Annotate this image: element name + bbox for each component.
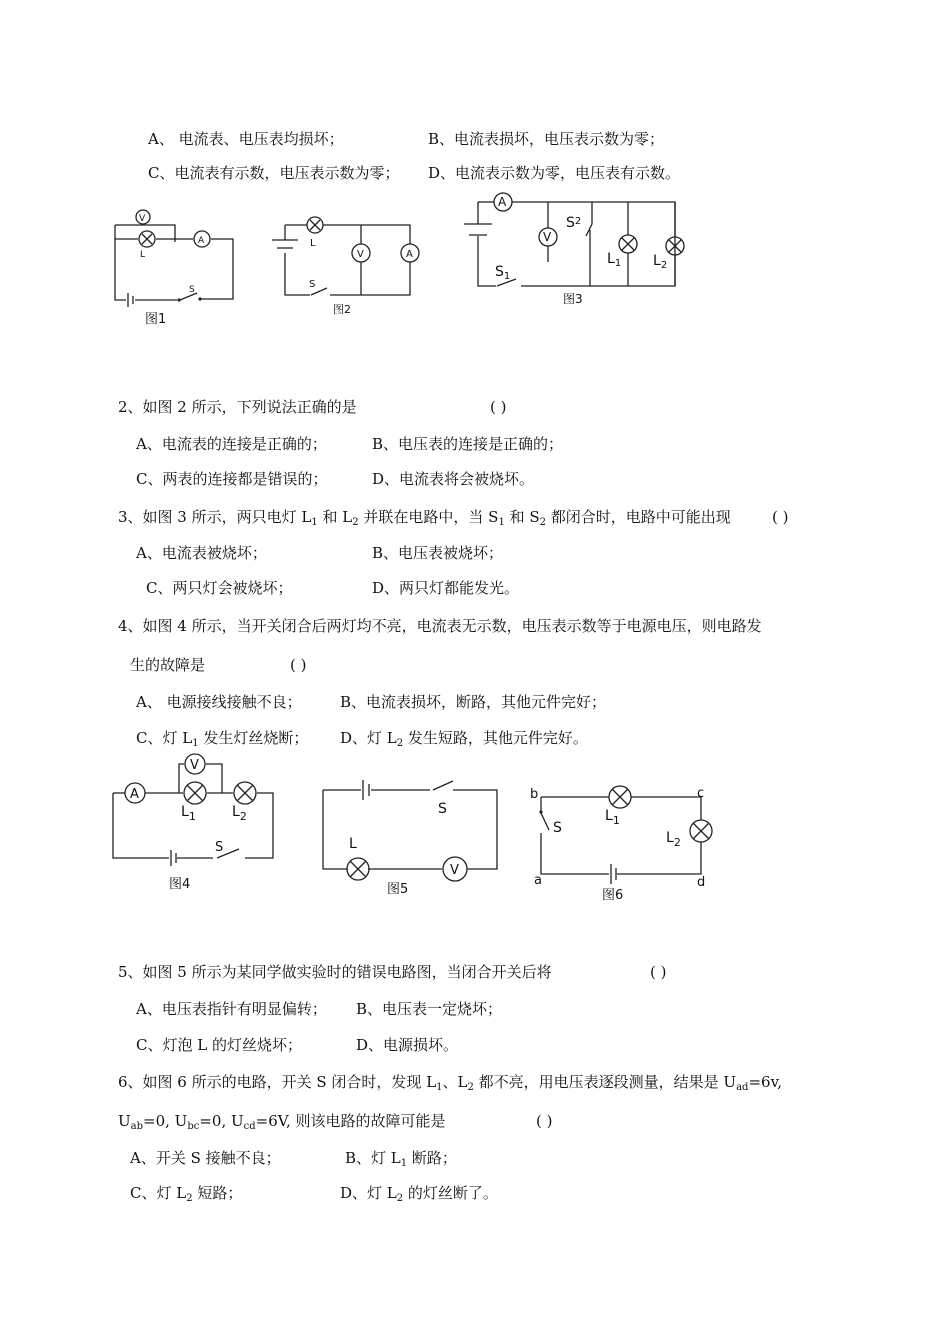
q3-option-a: A、电流表被烧坏； [136,544,267,562]
fig2-lamp-label: L [310,238,316,249]
q2-option-d: D、电流表将会被烧坏。 [372,470,535,488]
fig1-switch-label: S [189,285,195,295]
q3-option-c: C、两只灯会被烧坏； [146,579,293,597]
q2-answer-paren: ( ) [490,398,507,416]
fig6-caption: 图6 [602,888,624,903]
fig4-ammeter-label: A [130,787,139,802]
fig2-caption: 图2 [333,303,351,316]
fig3-ammeter-label: A [498,195,507,209]
fig6-node-a: a [534,873,542,888]
fig3-caption: 图3 [563,292,583,306]
fig5-switch-label: S [438,801,447,817]
q5-option-a: A、电压表指针有明显偏转； [136,1000,327,1018]
q2-option-c: C、两表的连接都是错误的； [136,470,328,488]
q4-option-a: A、 电源接线接触不良； [136,693,302,711]
q4-stem: 4、如图 4 所示，当开关闭合后两灯均不亮，电流表无示数，电压表示数等于电源电压，则电路发 [118,617,762,635]
fig5-caption: 图5 [387,882,409,897]
q3-option-d: D、两只灯都能发光。 [372,579,520,597]
circuit-figure-5 [315,775,510,900]
fig1-ammeter-label: A [198,236,205,246]
q4-option-d: D、灯 $L_2$ 发生短路，其他元件完好。 [340,729,588,749]
q6-stem-measurements: $U_{ab}=0$, $U_{bc}=0$, $U_{cd}=6V$, 则该电路的故障可能是 [118,1112,446,1132]
fig6-l1-label: $L_1$ [605,808,620,827]
circuit-figure-6 [525,780,725,905]
q5-answer-paren: ( ) [650,963,667,981]
fig3-s1-label: $S_1$ [495,264,511,282]
circuit-figure-4 [105,750,285,900]
q5-option-d: D、电源损坏。 [356,1036,459,1054]
q4-answer-paren: ( ) [290,656,307,674]
q5-option-b: B、电压表一定烧坏； [356,1000,503,1018]
q2-option-b: B、电压表的连接是正确的； [372,435,564,453]
q4-option-c: C、灯 $L_1$ 发生灯丝烧断； [136,729,309,749]
fig6-l2-label: $L_2$ [666,830,681,849]
q1-option-d: D、电流表示数为零，电压表有示数。 [428,164,681,182]
q6-option-c: C、灯 $L_2$ 短路； [130,1184,243,1204]
fig2-switch-label: S [309,279,316,290]
q5-option-c: C、灯泡 L 的灯丝烧坏； [136,1036,302,1054]
fig4-switch-label: S [215,840,224,855]
q3-option-b: B、电压表被烧坏； [372,544,504,562]
q4-option-b: B、电流表损坏，断路，其他元件完好； [340,693,607,711]
fig4-l1-label: $L_1$ [181,804,196,823]
fig4-voltmeter-label: V [190,758,199,773]
fig6-node-d: d [697,875,706,890]
q1-option-c: C、电流表有示数，电压表示数为零； [148,164,400,182]
q6-answer-paren: ( ) [536,1112,553,1130]
q4-stem-continued: 生的故障是 [130,656,206,674]
fig3-l1-label: $L_1$ [607,251,622,269]
q5-stem: 5、如图 5 所示为某同学做实验时的错误电路图，当闭合开关后将 [118,963,552,981]
circuit-figure-1 [105,205,245,325]
fig5-lamp-label: L [349,836,357,852]
fig1-lamp-label: L [140,250,146,260]
fig2-voltmeter-label: V [357,249,364,260]
fig3-voltmeter-label: V [543,230,552,244]
fig2-ammeter-label: A [406,249,413,260]
fig3-l2-label: $L_2$ [653,253,668,271]
q6-option-d: D、灯 $L_2$ 的灯丝断了。 [340,1184,498,1204]
fig4-caption: 图4 [169,877,191,892]
fig4-l2-label: $L_2$ [232,804,247,823]
q1-option-a: A、 电流表、电压表均损坏； [148,130,344,148]
q6-stem: 6、如图 6 所示的电路，开关 S 闭合时，发现 $L_1$、$L_2$ 都不亮，用电压表逐段测量，结果是 $U_{ad}=6v$, [118,1073,783,1093]
circuit-figure-2 [265,210,425,320]
fig6-node-c: c [697,786,705,801]
q2-stem: 2、如图 2 所示，下列说法正确的是 [118,398,357,416]
q6-option-a: A、开关 S 接触不良； [130,1149,281,1167]
fig6-switch-label: S [553,820,562,836]
q6-option-b: B、灯 $L_1$ 断路； [345,1149,457,1169]
fig5-voltmeter-label: V [450,863,459,878]
q1-option-b: B、电流表损坏，电压表示数为零； [428,130,665,148]
q3-stem: 3、如图 3 所示，两只电灯 $L_1$ 和 $L_2$ 并联在电路中，当 $S_1$ 和 $S_2$ 都闭合时，电路中可能出现 [118,508,731,528]
fig3-s2-label: $S^2$ [566,215,582,231]
q3-answer-paren: ( ) [772,508,789,526]
fig1-voltmeter-label: V [139,214,146,224]
circuit-figure-3 [460,190,690,310]
fig1-caption: 图1 [145,312,167,327]
q2-option-a: A、电流表的连接是正确的； [136,435,327,453]
fig6-node-b: b [530,787,539,802]
